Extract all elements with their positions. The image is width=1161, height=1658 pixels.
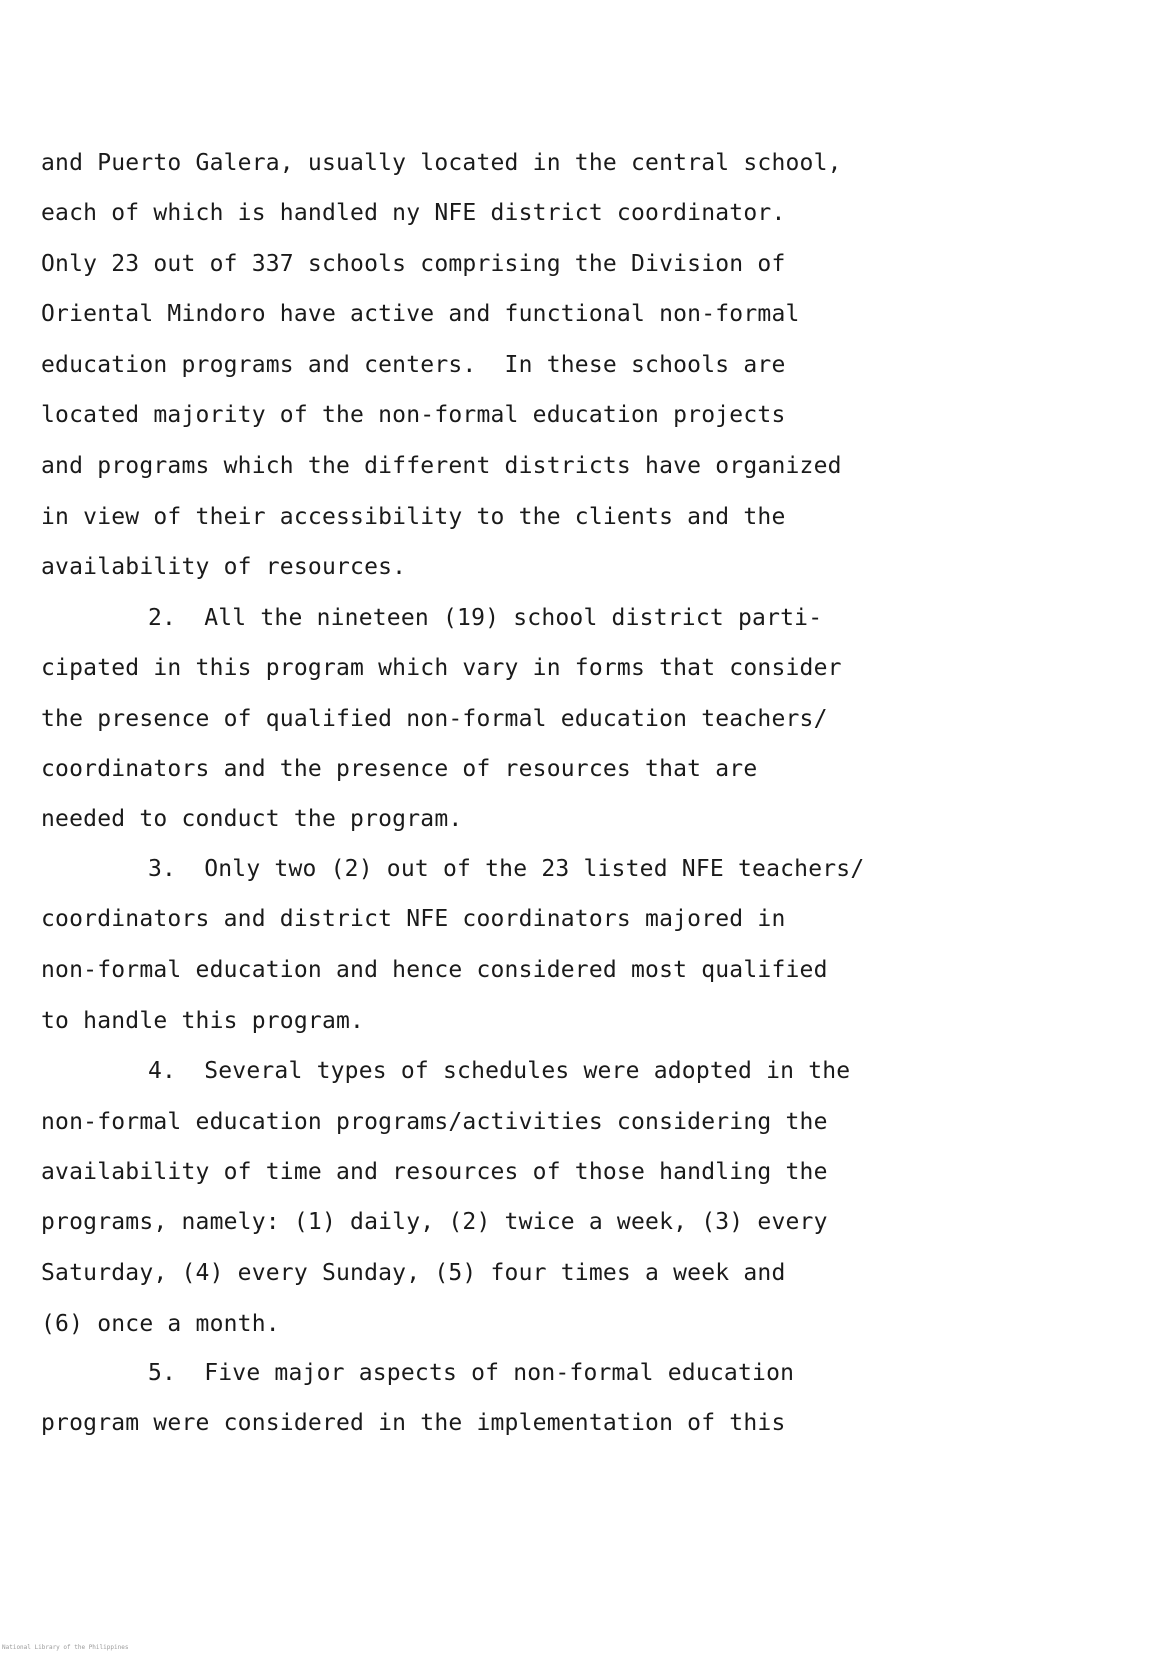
text-line: non-formal education programs/activities considering the [41, 1109, 828, 1135]
text-line: to handle this program. [41, 1008, 365, 1034]
text-line: non-formal education and hence considered most qualified [41, 957, 828, 983]
text-line: availability of resources. [41, 554, 407, 580]
paragraph-5-start: 5. Five major aspects of non-formal education [148, 1360, 795, 1386]
text-line: (6) once a month. [41, 1311, 280, 1337]
text-line: education programs and centers. In these schools are [41, 352, 786, 378]
text-line: the presence of qualified non-formal education teachers/ [41, 706, 828, 732]
text-line: coordinators and the presence of resources that are [41, 756, 758, 782]
text-line: coordinators and district NFE coordinators majored in [41, 906, 786, 932]
text-line: Only 23 out of 337 schools comprising the Division of [41, 251, 786, 277]
archive-footer: National Library of the Philippines [2, 1644, 129, 1651]
text-line: cipated in this program which vary in forms that consider [41, 655, 842, 681]
paragraph-4-start: 4. Several types of schedules were adopted in the [148, 1058, 851, 1084]
text-line: Saturday, (4) every Sunday, (5) four times a week and [41, 1260, 786, 1286]
text-line: each of which is handled ny NFE district coordinator. [41, 200, 786, 226]
text-line: availability of time and resources of those handling the [41, 1159, 828, 1185]
text-line: located majority of the non-formal education projects [41, 402, 786, 428]
paragraph-2-start: 2. All the nineteen (19) school district parti- [148, 605, 823, 631]
text-line: in view of their accessibility to the clients and the [41, 504, 786, 530]
paragraph-3-start: 3. Only two (2) out of the 23 listed NFE teachers/ [148, 856, 865, 882]
text-line: and programs which the different districts have organized [41, 453, 842, 479]
text-line: and Puerto Galera, usually located in the central school, [41, 150, 842, 176]
text-line: program were considered in the implementation of this [41, 1410, 786, 1436]
text-line: programs, namely: (1) daily, (2) twice a week, (3) every [41, 1209, 828, 1235]
text-line: Oriental Mindoro have active and functional non-formal [41, 301, 800, 327]
text-line: needed to conduct the program. [41, 806, 463, 832]
